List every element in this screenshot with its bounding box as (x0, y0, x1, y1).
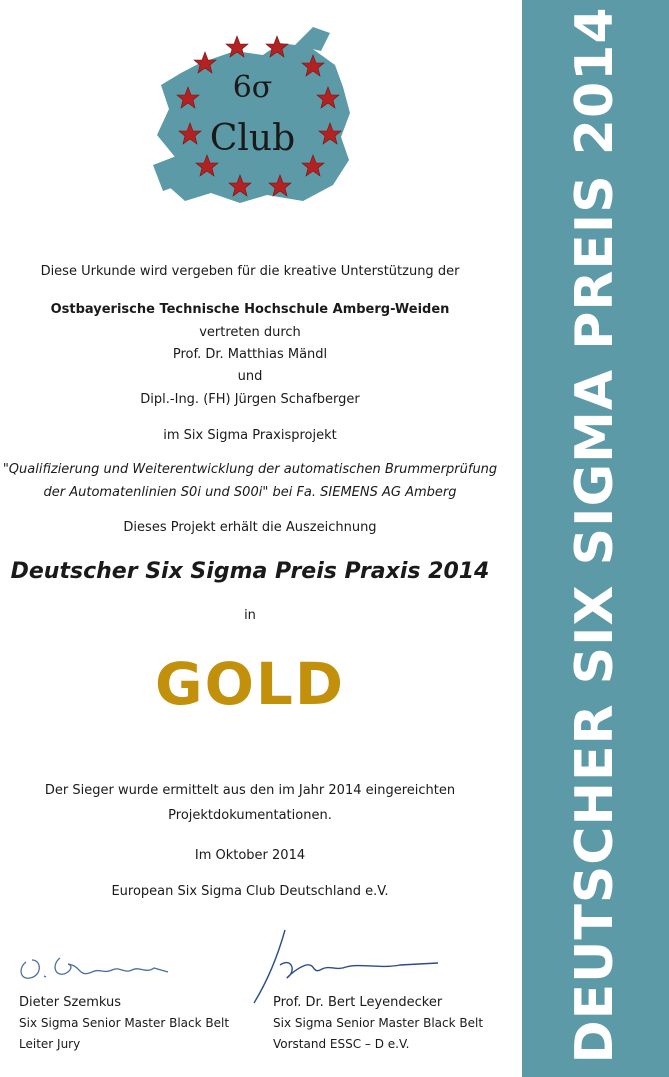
project-title-line-2: der Automatenlinien S0i und S00i" bei Fa. SIEMENS AG Amberg (43, 485, 457, 500)
award-intro: Dieses Projekt erhält die Auszeichnung (123, 520, 377, 535)
recipient-name-2: Dipl.-Ing. (FH) Jürgen Schafberger (140, 392, 360, 407)
in-text: in (244, 608, 256, 623)
project-intro: im Six Sigma Praxisprojekt (163, 428, 337, 443)
signatory-role: Leiter Jury (19, 1037, 81, 1051)
award-level: GOLD (154, 650, 345, 718)
organization-name: Ostbayerische Technische Hochschule Amberg-Weiden (50, 302, 450, 317)
signatory-role: Vorstand ESSC – D e.V. (273, 1037, 410, 1051)
logo-sigma-text: 6σ (232, 70, 273, 105)
signatory-right (273, 992, 483, 1055)
signatory-title: Six Sigma Senior Master Black Belt (273, 1016, 484, 1030)
and-text: und (237, 369, 263, 384)
recipient-name-1: Prof. Dr. Matthias Mändl (172, 347, 328, 362)
logo-club-text: Club (209, 118, 296, 159)
award-title: Deutscher Six Sigma Preis Praxis 2014 (10, 559, 490, 584)
signatory-left (19, 992, 229, 1055)
sidebar-title: DEUTSCHER SIX SIGMA PREIS 2014 (565, 6, 625, 1064)
signature-szemkus (12, 944, 182, 989)
issuer-text: European Six Sigma Club Deutschland e.V. (111, 884, 389, 899)
signatory-name: Prof. Dr. Bert Leyendecker (273, 995, 443, 1010)
signatory-title: Six Sigma Senior Master Black Belt (19, 1016, 230, 1030)
project-title-line-1: "Qualifizierung und Weiterentwicklung der automatischen Brummerprüfung (2, 462, 498, 477)
winner-text-line-2: Projektdokumentationen. (168, 808, 332, 823)
winner-text-line-1: Der Sieger wurde ermittelt aus den im Jahr 2014 eingereichten (44, 783, 456, 798)
intro-text: Diese Urkunde wird vergeben für die kreative Unterstützung der (40, 264, 460, 279)
represented-by-text: vertreten durch (199, 325, 301, 340)
date-text: Im Oktober 2014 (194, 848, 306, 863)
signatory-name: Dieter Szemkus (19, 995, 122, 1010)
